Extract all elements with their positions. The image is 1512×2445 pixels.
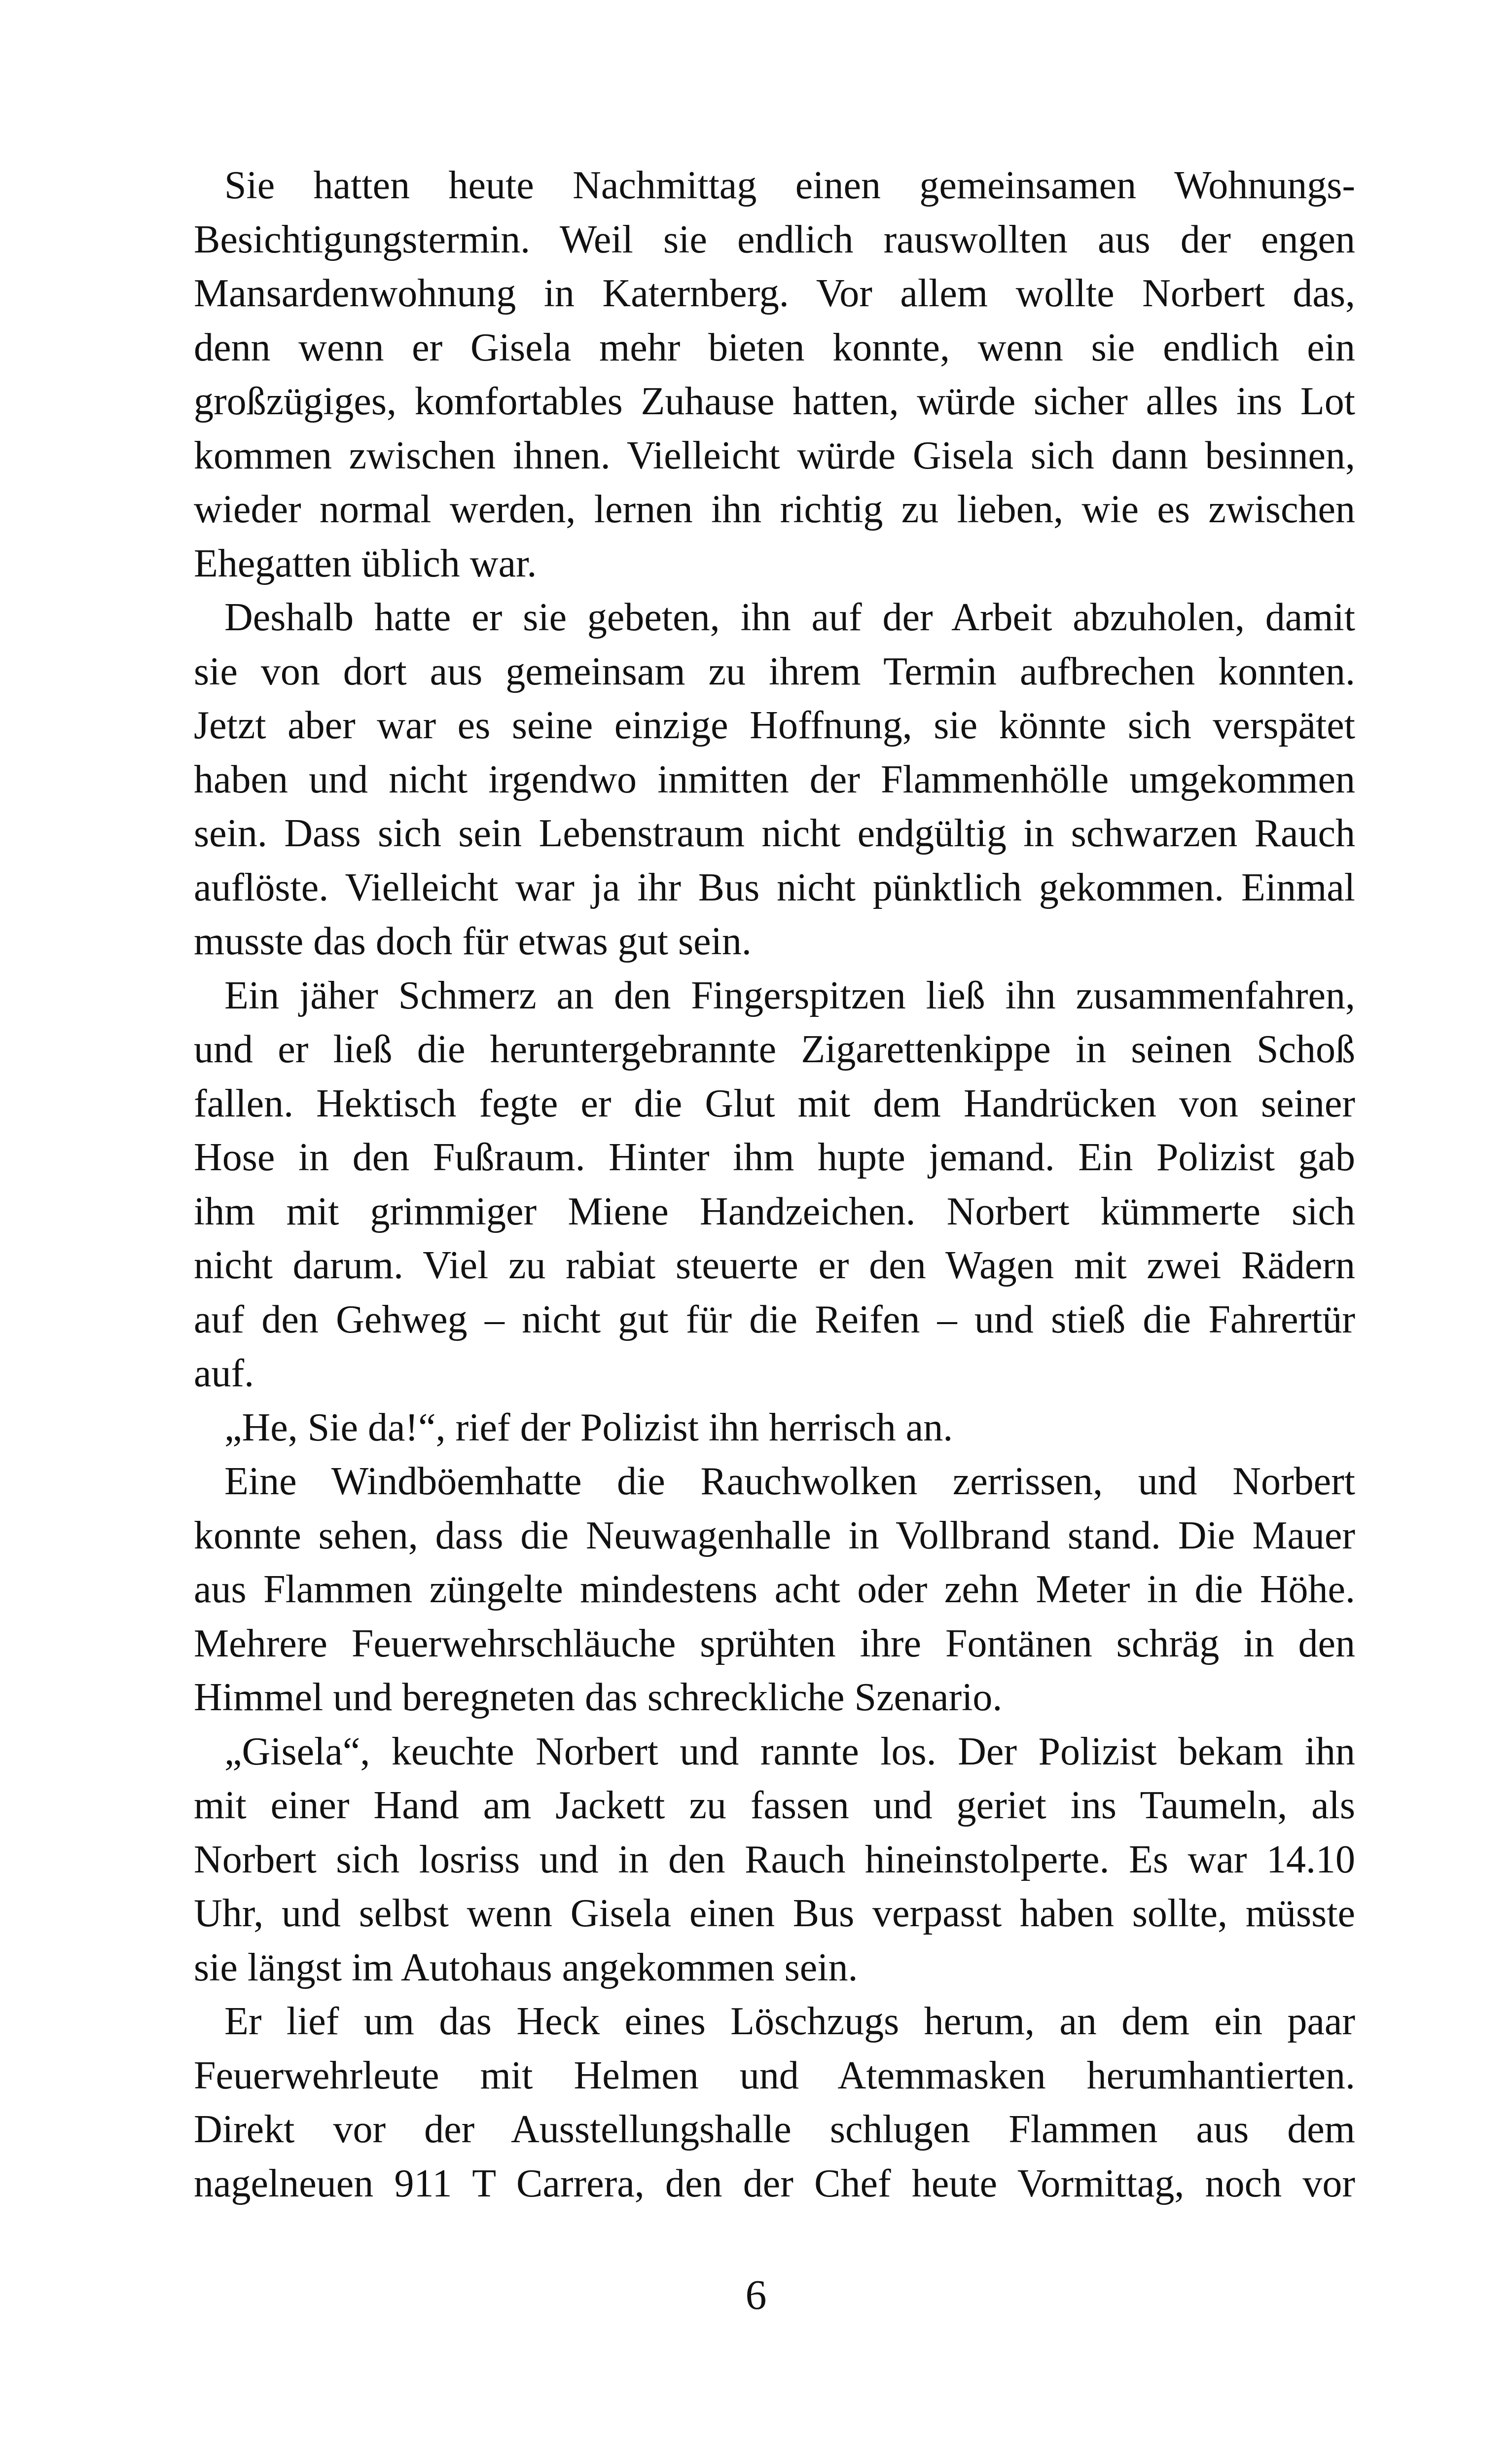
text-line: konnte sehen, dass die Neuwagenhalle in Vollbrand stand. Die Mauer	[194, 1513, 1355, 1557]
text-line: Mehrere Feuerwehrschläuche sprühten ihre Fontänen schräg in den	[194, 1621, 1355, 1665]
text-line: wieder normal werden, lernen ihn richtig zu lieben, wie es zwischen	[194, 488, 1355, 531]
text-line: Jetzt aber war es seine einzige Hoffnung, sie könnte sich verspätet	[194, 704, 1355, 747]
text-line: ihm mit grimmiger Miene Handzeichen. Norbert kümmerte sich	[194, 1189, 1355, 1233]
text-line: Mansardenwohnung in Katernberg. Vor allem wollte Norbert das,	[194, 272, 1355, 315]
text-line: sie von dort aus gemeinsam zu ihrem Termin aufbrechen konnten.	[194, 649, 1355, 693]
paragraph	[194, 969, 1355, 1401]
text-line: „He, Sie da!“, rief der Polizist ihn herrisch an.	[224, 1405, 953, 1449]
paragraph	[194, 1995, 1355, 2211]
text-line: großzügiges, komfortables Zuhause hatten, würde sicher alles ins Lot	[194, 380, 1355, 423]
text-line: sie längst im Autohaus angekommen sein.	[194, 1945, 858, 1989]
text-line: nicht darum. Viel zu rabiat steuerte er den Wagen mit zwei Rädern	[194, 1244, 1355, 1287]
text-line: Ehegatten üblich war.	[194, 541, 537, 585]
text-line: Sie hatten heute Nachmittag einen gemeinsamen Wohnungs-	[224, 164, 1355, 207]
text-line: auflöste. Vielleicht war ja ihr Bus nicht pünktlich gekommen. Einmal	[194, 865, 1355, 909]
text-line: Direkt vor der Ausstellungshalle schlugen Flammen aus dem	[194, 2108, 1355, 2151]
text-line: mit einer Hand am Jackett zu fassen und geriet ins Taumeln, als	[194, 1784, 1355, 1827]
text-line: auf.	[194, 1352, 254, 1395]
text-line: fallen. Hektisch fegte er die Glut mit dem Handrücken von seiner	[194, 1081, 1355, 1125]
text-line: Deshalb hatte er sie gebeten, ihn auf der Arbeit abzuholen, damit	[224, 596, 1355, 639]
text-line: „Gisela“, keuchte Norbert und rannte los. Der Polizist bekam ihn	[224, 1729, 1355, 1773]
text-line: auf den Gehweg – nicht gut für die Reifen – und stieß die Fahrertür	[194, 1297, 1355, 1341]
paragraph	[194, 1725, 1355, 1995]
paragraph	[194, 1401, 1355, 1455]
text-line: Himmel und beregneten das schreckliche Szenario.	[194, 1676, 1003, 1719]
text-line: und er ließ die heruntergebrannte Zigarettenkippe in seinen Schoß	[194, 1028, 1355, 1071]
text-line: nagelneuen 911 T Carrera, den der Chef heute Vormittag, noch vor	[194, 2161, 1355, 2205]
paragraph	[194, 159, 1355, 591]
text-line: Eine Windböemhatte die Rauchwolken zerrissen, und Norbert	[224, 1460, 1355, 1503]
text-line: sein. Dass sich sein Lebenstraum nicht endgültig in schwarzen Rauch	[194, 812, 1355, 855]
text-line: Er lief um das Heck eines Löschzugs herum, an dem ein paar	[224, 2000, 1355, 2043]
text-line: Besichtigungstermin. Weil sie endlich rauswollten aus der engen	[194, 217, 1355, 261]
text-line: aus Flammen züngelte mindestens acht oder zehn Meter in die Höhe.	[194, 1568, 1355, 1611]
text-line: haben und nicht irgendwo inmitten der Flammenhölle umgekommen	[194, 757, 1355, 801]
paragraph	[194, 1455, 1355, 1725]
text-line: Feuerwehrleute mit Helmen und Atemmasken herumhantierten.	[194, 2053, 1355, 2097]
text-line: kommen zwischen ihnen. Vielleicht würde Gisela sich dann besinnen,	[194, 433, 1355, 477]
text-line: Norbert sich losriss und in den Rauch hineinstolperte. Es war 14.10	[194, 1837, 1355, 1881]
text-line: Ein jäher Schmerz an den Fingerspitzen ließ ihn zusammenfahren,	[224, 973, 1355, 1017]
text-line: Uhr, und selbst wenn Gisela einen Bus verpasst haben sollte, müsste	[194, 1892, 1355, 1935]
paragraph	[194, 591, 1355, 969]
text-line: denn wenn er Gisela mehr bieten konnte, wenn sie endlich ein	[194, 325, 1355, 369]
text-line: musste das doch für etwas gut sein.	[194, 920, 752, 963]
body-text	[194, 159, 1355, 2211]
page-number: 6	[745, 2271, 767, 2318]
text-line: Hose in den Fußraum. Hinter ihm hupte jemand. Ein Polizist gab	[194, 1136, 1355, 1179]
